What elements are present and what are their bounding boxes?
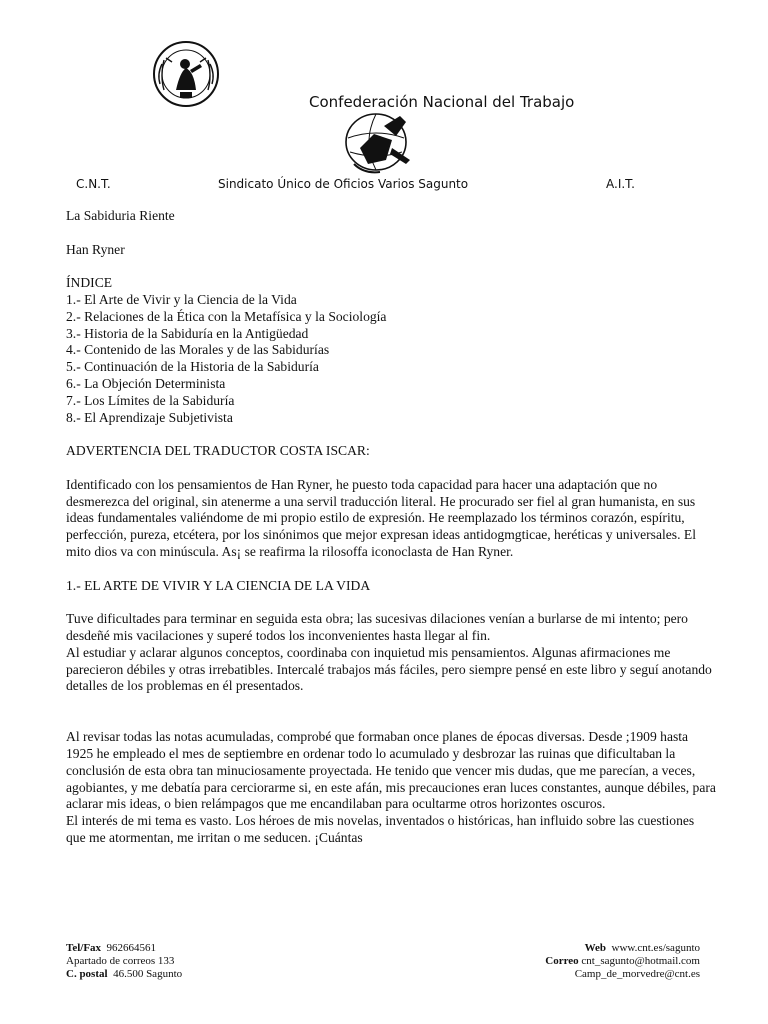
web-label: Web (584, 942, 606, 954)
union-name: Sindicato Único de Oficios Varios Sagunto (218, 177, 469, 191)
index-item: 6.- La Objeción Determinista (66, 375, 226, 391)
index-item: 1.- El Arte de Vivir y la Ciencia de la Vida (66, 291, 297, 307)
body-paragraph: Tuve dificultades para terminar en seguida esta obra; las sucesivas dilaciones venían a burlarse de mi intento; pero desdeñé mis vacilaciones y superé todos los inconvenientes hasta llegar al fin. (66, 611, 688, 643)
correo-label: Correo (545, 955, 579, 967)
index-item: 8.- El Aprendizaje Subjetivista (66, 409, 233, 425)
tel-label: Tel/Fax (66, 942, 102, 954)
cnt-seal-logo (152, 40, 220, 108)
body-paragraph: El interés de mi tema es vasto. Los héroes de mis novelas, inventados o históricas, han influido sobre las cuestiones que me atormentan, me irritan o me seducen. ¡Cuántas (66, 813, 695, 845)
translator-note-paragraph: Identificado con los pensamientos de Han Ryner, he puesto toda capacidad para hacer una adaptación que no desmerezca del original, sin atenerme a una servil traducción literal. He procurado ser fiel al gran humanista, en sus ideas fundamentales valiéndome de mi propio estilo de expresión. He reemplazado los términos corazón, espíritu, perfección, pureza, etcétera, por los sinónimos que mejor expresan ideas antidogmgticae, heréticas y universales. El mito dios va con minúscula. As¡ se reafirma la rilosoffa iconoclasta de Han Ryner. (66, 476, 696, 559)
postal-label: C. postal (66, 968, 108, 980)
organization-name: Confederación Nacional del Trabajo (309, 93, 575, 111)
body-paragraph: Al revisar todas las notas acumuladas, comprobé que formaban once planes de épocas diversas. Desde ;1909 hasta 1925 he empleado el mes de septiembre en ordenar todo lo acumulado y desbrozar las ruinas que dificultaban la conclusión de esta obra tan minuciosamente proyectada. He tenido que vencer mis dudas, que me parecían, a veces, agobiantes, y me debatía para cerciorarme si, en este afán, mis precauciones eran luces constantes, aunque débiles, para aclarar mis ideas, o bien relámpagos que me encandilaban para ocultarme otros horizontes oscuros. (66, 729, 716, 812)
index-item: 2.- Relaciones de la Ética con la Metafísica y la Sociología (66, 308, 387, 324)
index-list (66, 292, 716, 426)
index-item: 7.- Los Límites de la Sabiduría (66, 392, 235, 408)
apartado: Apartado de correos 133 (66, 955, 175, 967)
postal-value: 46.500 Sagunto (113, 968, 183, 980)
cnt-abbreviation: C.N.T. (76, 177, 111, 191)
email-link-2[interactable]: Camp_de_morvedre@cnt.es (574, 968, 700, 980)
ait-globe-logo (340, 108, 418, 180)
footer-contact-left (66, 942, 182, 981)
email-link[interactable]: cnt_sagunto@hotmail.com (581, 955, 700, 967)
ait-abbreviation: A.I.T. (606, 177, 635, 191)
chapter-heading: 1.- EL ARTE DE VIVIR Y LA CIENCIA DE LA VIDA (66, 577, 371, 593)
index-item: 5.- Continuación de la Historia de la Sabiduría (66, 359, 319, 375)
tel-value: 962664561 (106, 942, 157, 954)
index-item: 3.- Historia de la Sabiduría en la Antigüedad (66, 325, 309, 341)
footer-contact-right (545, 942, 700, 981)
body-paragraph: Al estudiar y aclarar algunos conceptos, coordinaba con inquietud mis pensamientos. Algunas afirmaciones me parecieron débiles y otras irrebatibles. Intercalé trabajos más fáciles, pero siempre pensé en este libro y seguí anotando detalles de los problemas en él presentados. (66, 644, 712, 694)
index-heading: ÍNDICE (66, 275, 113, 291)
index-item: 4.- Contenido de las Morales y de las Sabidurías (66, 342, 330, 358)
translator-heading: ADVERTENCIA DEL TRADUCTOR COSTA ISCAR: (66, 443, 370, 459)
document-title: La Sabiduria Riente (66, 208, 175, 223)
document-body (66, 208, 716, 847)
web-link[interactable]: www.cnt.es/sagunto (611, 942, 700, 954)
document-author: Han Ryner (66, 241, 125, 257)
